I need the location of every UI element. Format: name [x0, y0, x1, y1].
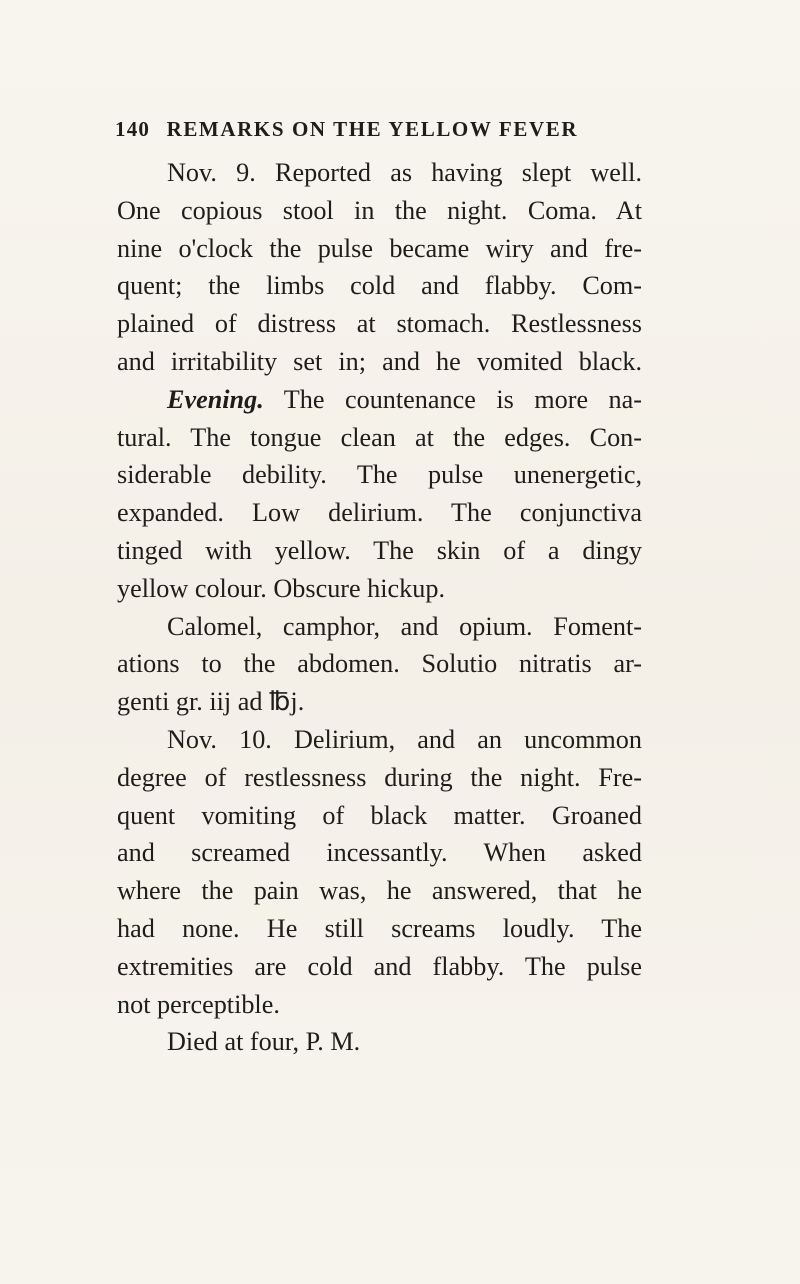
entry-nov-9-line-3: nine o'clock the pulse became wiry and fre- — [117, 233, 642, 263]
entry-nov-9-line-10: expanded. Low delirium. The conjunctiva — [117, 498, 642, 528]
page-body — [117, 154, 642, 1061]
entry-nov-9-line-8: tural. The tongue clean at the edges. Con- — [117, 422, 642, 452]
entry-nov-10-line-9: Died at four, P. M. — [167, 1027, 361, 1057]
entry-nov-10-line-7: extremities are cold and flabby. The pulse — [117, 951, 642, 981]
page-number: 140 — [115, 117, 151, 141]
entry-nov-9-line-1: Nov. 9. Reported as having slept well. — [167, 158, 642, 187]
running-head: REMARKS ON THE YELLOW FEVER — [166, 117, 579, 141]
evening-label: Evening. — [167, 384, 264, 414]
entry-nov-9-line-6: and irritability set in; and he vomited black. — [117, 346, 642, 376]
entry-nov-9-line-12: yellow colour. Obscure hickup. — [117, 573, 445, 603]
page-header — [115, 117, 655, 147]
entry-nov-10-line-8: not perceptible. — [117, 989, 280, 1019]
treatment-line-1: Calomel, camphor, and opium. Foment- — [167, 611, 642, 641]
treatment-line-3: genti gr. iij ad ℔j. — [117, 687, 305, 717]
entry-nov-9-line-2: One copious stool in the night. Coma. At — [117, 195, 642, 225]
entry-nov-9-line-5: plained of distress at stomach. Restlessness — [117, 309, 642, 339]
evening-text: The countenance is more na- — [283, 384, 642, 414]
entry-nov-9-line-11: tinged with yellow. The skin of a dingy — [117, 535, 642, 565]
entry-nov-10-line-2: degree of restlessness during the night. Fre- — [117, 762, 642, 792]
entry-nov-9-line-9: siderable debility. The pulse unenergetic, — [117, 460, 642, 490]
entry-nov-10-line-5: where the pain was, he answered, that he — [117, 876, 642, 906]
entry-nov-10-line-1: Nov. 10. Delirium, and an uncommon — [167, 724, 642, 754]
evening-line — [117, 381, 642, 419]
treatment-line-2: ations to the abdomen. Solutio nitratis ar- — [117, 649, 642, 679]
entry-nov-10-line-6: had none. He still screams loudly. The — [117, 913, 642, 943]
entry-nov-9-line-4: quent; the limbs cold and flabby. Com- — [117, 271, 642, 301]
entry-nov-10-line-3: quent vomiting of black matter. Groaned — [117, 800, 642, 830]
entry-nov-10-line-4: and screamed incessantly. When asked — [117, 838, 642, 868]
